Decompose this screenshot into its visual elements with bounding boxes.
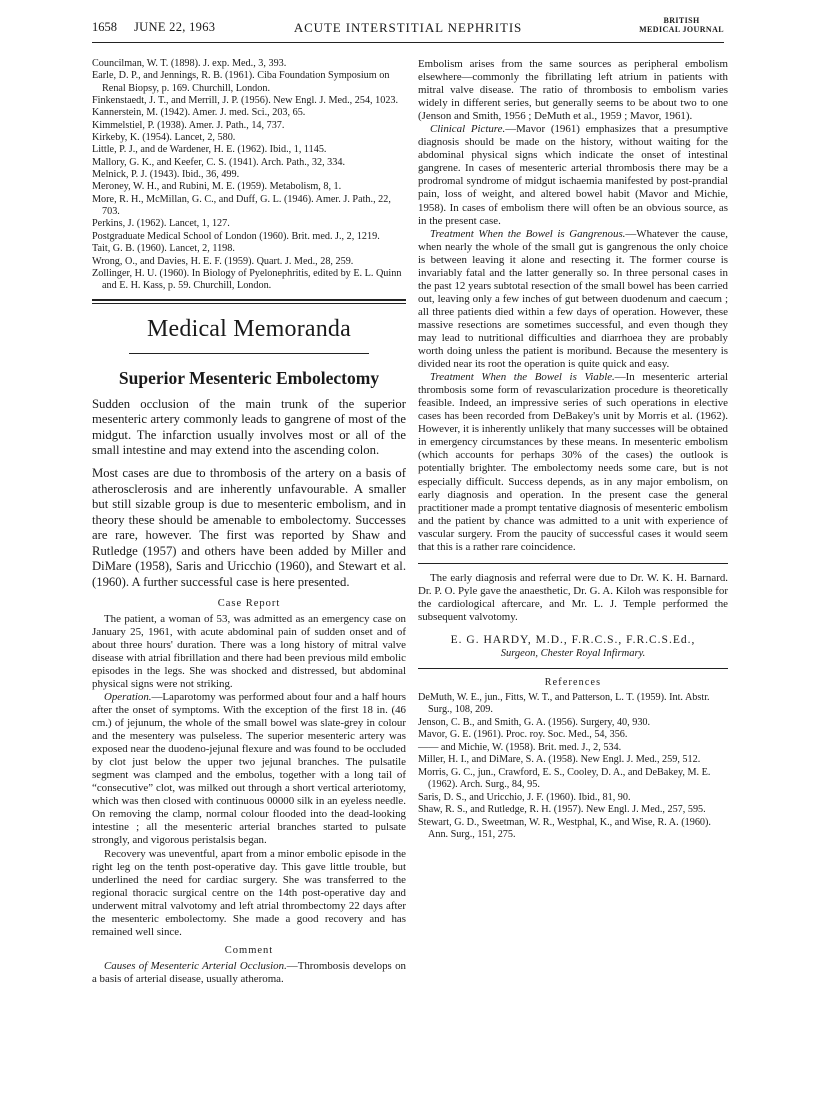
section-title-rule	[129, 353, 369, 354]
intro-paragraph-1: Sudden occlusion of the main trunk of the superior mesenteric artery commonly leads to gangrene of most of the midgut. The infarction usually involves most or all of the small intestine and may extend into the ascending colon.	[92, 396, 406, 458]
article-title: Superior Mesenteric Embolectomy	[118, 367, 380, 388]
intro-paragraph-2: Most cases are due to thrombosis of the artery on a basis of atherosclerosis and are inherently unfavourable. A smaller but still sizable group is due to mesenteric embolism, and in theory these should be amenable to embolectomy. Successes are rare, however. The first was reported by Shaw and Rutledge (1957) and others have been added by Miller and DiMare (1958), Saris and Uricchio (1960), and Stewart et al. (1960). A further successful case is here presented.	[92, 465, 406, 590]
reference-item: Wrong, O., and Davies, H. E. F. (1959). Quart. J. Med., 28, 259.	[92, 255, 354, 267]
right-column	[418, 58, 728, 842]
previous-article-references	[92, 58, 406, 293]
reference-item: Postgraduate Medical School of London (1960). Brit. med. J., 2, 1219.	[92, 230, 380, 242]
author-name: E. G. HARDY, M.D., F.R.C.S., F.R.C.S.Ed.,	[450, 633, 696, 646]
reference-item: Meroney, W. H., and Rubini, M. E. (1959). Metabolism, 8, 1.	[92, 181, 342, 193]
reference-item: Jenson, C. B., and Smith, G. A. (1956). Surgery, 40, 930.	[418, 716, 651, 728]
gangrenous-lead: Treatment When the Bowel is Gangrenous.	[430, 227, 626, 240]
reference-item: Finkenstaedt, J. T., and Merrill, J. P. (1956). New Engl. J. Med., 254, 1023.	[92, 95, 399, 107]
operation-text: —Laparotomy was performed about four and a half hours after the onset of symptoms. With the exception of the first 18 in. (46 cm.) of jejunum, the whole of the small bowel was slate-grey in colour and the mesentery was pulseless. The superior mesenteric artery was exposed near the duodeno-jejunal flexure and was found to be occluded by clot just below the upper two jejunal branches. The pulsatile segment was clamped and the embolus, together with a long tail of “consecutive” clot, was milked out through a short vertical arteriotomy, which was then closed with continuous 00000 silk in an eyeless needle. On removing the clamp, normal colour flooded into the dead-looking intestine ; all the mesenteric arterial branches started to pulsate strongly, and vigorous peristalsis began.	[92, 690, 406, 847]
reference-item: —— and Michie, W. (1958). Brit. med. J., 2, 534.	[418, 741, 622, 753]
reference-item: Saris, D. S., and Uricchio, J. F. (1960). Ibid., 81, 90.	[418, 791, 631, 803]
section-divider-top-thin	[92, 303, 406, 304]
reference-item: Melnick, P. J. (1943). Ibid., 36, 499.	[92, 169, 240, 181]
gangrenous-text: —Whatever the cause, when nearly the whole of the small gut is gangrenous the only choice is between leaving it alone and resecting it. The former course is invariably fatal and the latter generally so. In three personal cases in the past 12 years subtotal resection of the small bowel has been carried out, leaving only a few inches of gut between duodenum and caecum ; all three patients died within a few days of operation. However, these massive resections are sometimes successful, and even though they may lead to nutritional difficulties and diarrhoea they are probably worth doing unless the patient is moribund. Because the mesentery is divided near its root the operation is quite quick and easy.	[418, 227, 728, 371]
references-heading: References	[544, 676, 602, 688]
causes-paragraph-start	[92, 960, 406, 986]
reference-item: More, R. H., McMillan, G. C., and Duff, G. L. (1946). Amer. J. Path., 22, 703.	[92, 193, 391, 218]
reference-item: Mavor, G. E. (1961). Proc. roy. Soc. Med., 54, 356.	[418, 729, 628, 741]
reference-item: Stewart, G. D., Sweetman, W. R., Westphal, K., and Wise, R. A. (1960). Ann. Surg., 151, 275.	[418, 816, 711, 841]
references-rule	[418, 668, 728, 669]
reference-item: Zollinger, H. U. (1960). In Biology of Pyelonephritis, edited by E. L. Quinn and E. H. Kass, p. 59. Churchill, London.	[92, 267, 402, 292]
viable-text: —In mesenteric arterial thrombosis some form of revascularization procedure is theoretically feasible. Indeed, an impressive series of such operations in elective cases has been recorded from DeBakey's unit by Morris et al. (1962). However, it is inherently unlikely that many successes will be obtained in emergency circumstances by these means. In mesenteric embolism (which accounts for perhaps 30% of the cases) the outlook is potentially brighter. The embolectomy needs some care, but is not especially difficult. Success depends, as in any major embolism, on early diagnosis and operation. In the present case the general practitioner made a prompt tentative diagnosis of mesenteric embolism and the patient by chance was admitted to a unit with experience of vascular surgery. From the paucity of successful cases it would seem that this is a rather rare coincidence.	[418, 371, 728, 553]
viable-lead: Treatment When the Bowel is Viable.	[430, 371, 615, 384]
reference-item: Little, P. J., and de Wardener, H. E. (1962). Ibid., 1, 1145.	[92, 144, 327, 156]
case-report-paragraph-1: The patient, a woman of 53, was admitted as an emergency case on January 25, 1961, with acute abdominal pain of sudden onset and of about three hours' duration. There was a long history of mitral valve disease with atrial fibrillation and there had been previous mild embolic episodes in the legs. She was shocked and distressed, but abdominal physical signs were not striking.	[92, 612, 406, 690]
reference-item: Perkins, J. (1962). Lancet, 1, 127.	[92, 218, 230, 230]
acknowledgment: The early diagnosis and referral were due to Dr. W. K. H. Barnard. Dr. P. O. Pyle gave the anaesthetic, Dr. G. A. Kiloh was responsible for the cardiological aftercare, and Mr. L. J. Temple performed the subsequent valvotomy.	[418, 571, 728, 623]
causes-text-start: —Thrombosis develops on a basis of arterial disease, usually atheroma.	[92, 959, 406, 985]
clinical-picture-text: —Mavor (1961) emphasizes that a presumptive diagnosis should be made on the history, without waiting for the abdominal physical signs which indicate the onset of intestinal gangrene. In cases of mesenteric arterial thrombosis there may be a prodromal syndrome of midgut ischaemia manifested by post-prandial pain, loss of weight, and altered bowel habit (Mavor and Michie, 1958). In cases of embolism there will often be an obvious source, as in the present case.	[418, 123, 729, 227]
causes-paragraph-continued	[418, 58, 728, 123]
viable-paragraph	[418, 371, 728, 554]
reference-item: Tait, G. B. (1960). Lancet, 2, 1198.	[92, 243, 235, 255]
section-title: Medical Memoranda	[147, 315, 351, 342]
reference-item: Miller, H. I., and DiMare, S. A. (1958). New Engl. J. Med., 259, 512.	[418, 754, 701, 766]
reference-item: Mallory, G. K., and Keefer, C. S. (1941). Arch. Path., 32, 334.	[92, 156, 346, 168]
page-number: 1658	[92, 20, 117, 34]
causes-lead: Causes of Mesenteric Arterial Occlusion.	[104, 959, 287, 972]
reference-item: Councilman, W. T. (1898). J. exp. Med., 3, 393.	[92, 58, 287, 69]
section-divider-top	[92, 299, 406, 301]
reference-item: Kirkeby, K. (1954). Lancet, 2, 580.	[92, 132, 236, 144]
header-rule	[92, 42, 724, 43]
journal-name-line2: MEDICAL JOURNAL	[639, 25, 724, 34]
acknowledgment-rule	[418, 563, 728, 564]
reference-item: DeMuth, W. E., jun., Fitts, W. T., and Patterson, L. T. (1959). Int. Abstr. Surg., 108, 209.	[418, 691, 710, 716]
author-affiliation: Surgeon, Chester Royal Infirmary.	[500, 647, 646, 659]
case-report-heading: Case Report	[217, 597, 281, 609]
journal-name	[639, 16, 724, 34]
issue-date: JUNE 22, 1963	[134, 20, 216, 34]
operation-lead: Operation.	[104, 690, 152, 703]
reference-item: Kimmelstiel, P. (1938). Amer. J. Path., 14, 737.	[92, 119, 285, 131]
operation-paragraph	[92, 691, 406, 848]
references-list	[418, 692, 728, 842]
reference-item: Shaw, R. S., and Rutledge, R. H. (1957). New Engl. J. Med., 257, 595.	[418, 804, 706, 816]
reference-item: Kannerstein, M. (1942). Amer. J. med. Sci., 203, 65.	[92, 107, 306, 119]
reference-item: Morris, G. C., jun., Crawford, E. S., Cooley, D. A., and DeBakey, M. E. (1962). Arch. Surg., 84, 95.	[418, 766, 711, 791]
reference-item: Earle, D. P., and Jennings, R. B. (1961). Ciba Foundation Symposium on Renal Biopsy, p. 169. Churchill, London.	[92, 70, 390, 94]
journal-name-line1: BRITISH	[663, 16, 700, 25]
clinical-picture-lead: Clinical Picture.	[430, 123, 506, 136]
gangrenous-paragraph	[418, 228, 728, 372]
comment-heading: Comment	[224, 944, 274, 956]
left-column	[92, 58, 406, 986]
page-header	[92, 14, 724, 48]
recovery-paragraph: Recovery was uneventful, apart from a minor embolic episode in the right leg on the tenth post-operative day. This gave little trouble, but underlined the need for cardiac surgery. She was transferred to the regional thoracic surgical centre on the 14th post-operative day and underwent mitral valvotomy and left atrial thrombectomy 22 days after the mesenteric embolectomy. She made a good recovery and has remained well since.	[92, 847, 406, 938]
clinical-picture-paragraph	[418, 123, 728, 227]
causes-text-continued: Embolism arises from the same sources as peripheral embolism elsewhere—commonly the fibrillating left atrium in patients with mitral valve disease. The ratio of thrombosis to embolism varies widely in different series, but generally seems to be about two to one (Jenson and Smith, 1956 ; DeMuth et al., 1959 ; Mavor, 1961).	[418, 58, 728, 123]
running-title: ACUTE INTERSTITIAL NEPHRITIS	[293, 20, 523, 35]
